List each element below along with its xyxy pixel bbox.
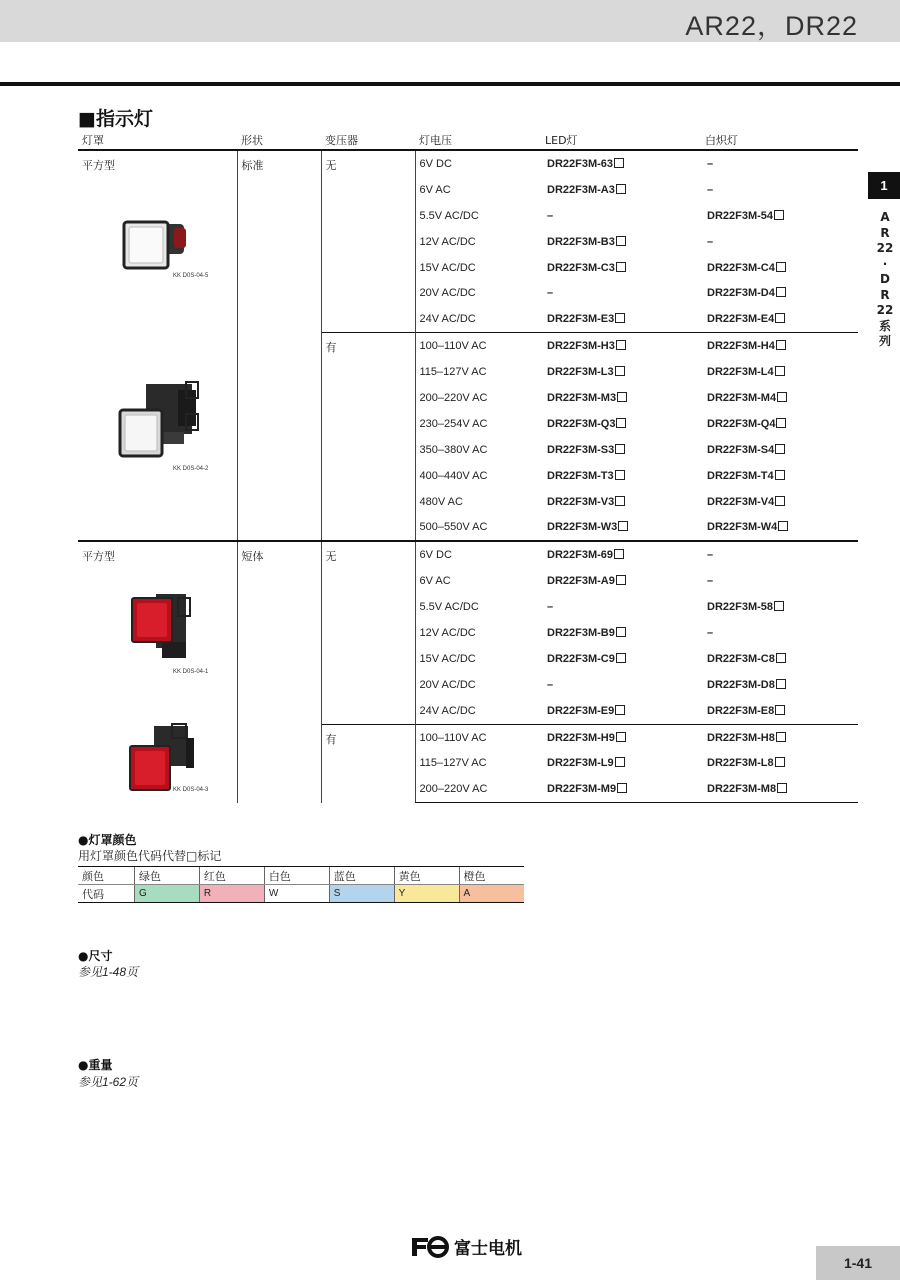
led-model-cell-text: DR22F3M-B3 — [547, 235, 615, 248]
color-placeholder-box-icon — [616, 653, 626, 663]
color-placeholder-box-icon — [616, 575, 626, 585]
color-placeholder-box-icon — [776, 262, 786, 272]
chapter-side-label — [870, 210, 900, 350]
incandescent-model-cell — [701, 306, 858, 332]
led-model-cell — [541, 489, 701, 515]
page-title: AR22，DR22 — [685, 11, 858, 41]
color-placeholder-box-icon — [775, 313, 785, 323]
section-title: ■指示灯 — [78, 108, 153, 130]
incandescent-model-cell-text: DR22F3M-C8 — [707, 652, 775, 665]
incandescent-model-cell — [701, 150, 858, 177]
color-placeholder-box-icon — [615, 366, 625, 376]
lens-color-table — [78, 866, 524, 903]
photo-caption: KK D0S-04-2 — [173, 466, 209, 472]
header-rule — [0, 82, 900, 86]
led-model-cell — [541, 333, 701, 359]
led-model-cell-text: DR22F3M-L3 — [547, 366, 614, 379]
incandescent-model-cell-text: DR22F3M-D4 — [707, 287, 775, 300]
incandescent-model-cell — [701, 514, 858, 541]
led-model-cell — [541, 306, 701, 332]
voltage-cell: 24V AC/DC — [415, 306, 541, 332]
color-placeholder-box-icon — [774, 210, 784, 220]
led-model-cell — [541, 411, 701, 437]
color-code-cell: S — [329, 885, 394, 903]
color-placeholder-box-icon — [776, 418, 786, 428]
photo-caption: KK D0S-04-1 — [173, 669, 209, 675]
header-transformer: 变压器 — [321, 130, 415, 150]
dimensions-title: ●尺寸 — [78, 949, 113, 963]
color-name-cell: 红色 — [199, 867, 264, 885]
led-model-cell-text: DR22F3M-A3 — [547, 183, 615, 196]
incandescent-model-cell — [701, 229, 858, 255]
incandescent-model-cell-text: – — [707, 626, 714, 639]
color-placeholder-box-icon — [616, 184, 626, 194]
incandescent-model-cell — [701, 463, 858, 489]
color-placeholder-box-icon — [616, 262, 626, 272]
color-code-row — [78, 885, 524, 903]
led-model-cell — [541, 359, 701, 385]
incandescent-model-cell — [701, 750, 858, 776]
color-code-cell: W — [264, 885, 329, 903]
photo-caption: KK D0S-04-5 — [173, 273, 209, 279]
voltage-cell: 6V DC — [415, 150, 541, 177]
incandescent-model-cell-text: – — [707, 183, 714, 196]
color-placeholder-box-icon — [776, 732, 786, 742]
voltage-cell: 5.5V AC/DC — [415, 594, 541, 620]
led-model-cell — [541, 514, 701, 541]
color-placeholder-box-icon — [616, 340, 626, 350]
incandescent-model-cell — [701, 620, 858, 646]
voltage-cell: 115–127V AC — [415, 359, 541, 385]
voltage-cell: 350–380V AC — [415, 437, 541, 463]
led-model-cell — [541, 150, 701, 177]
weight-ref[interactable]: 参见1-62页 — [78, 1075, 139, 1089]
led-model-cell — [541, 646, 701, 672]
color-placeholder-box-icon — [616, 627, 626, 637]
led-model-cell — [541, 672, 701, 698]
incandescent-model-cell-text: – — [707, 549, 714, 562]
incandescent-model-cell — [701, 177, 858, 203]
voltage-cell: 400–440V AC — [415, 463, 541, 489]
led-model-cell — [541, 229, 701, 255]
led-model-cell-text: DR22F3M-63 — [547, 157, 614, 170]
color-placeholder-box-icon — [775, 366, 785, 376]
led-model-cell-text: DR22F3M-69 — [547, 549, 614, 562]
led-model-cell-text: DR22F3M-Q3 — [547, 417, 616, 430]
incandescent-model-cell-text: DR22F3M-T4 — [707, 469, 774, 482]
color-placeholder-box-icon — [775, 757, 785, 767]
led-model-cell-text: DR22F3M-B9 — [547, 626, 615, 639]
incandescent-model-cell — [701, 646, 858, 672]
lens-color-note: 用灯罩颜色代码代替□标记 — [78, 849, 222, 863]
led-model-cell — [541, 203, 701, 229]
voltage-cell: 12V AC/DC — [415, 620, 541, 646]
color-placeholder-box-icon — [776, 653, 786, 663]
voltage-cell: 230–254V AC — [415, 411, 541, 437]
color-placeholder-box-icon — [615, 705, 625, 715]
voltage-cell: 100–110V AC — [415, 724, 541, 750]
led-model-cell-text: – — [547, 209, 554, 222]
voltage-cell: 100–110V AC — [415, 333, 541, 359]
voltage-cell: 20V AC/DC — [415, 672, 541, 698]
color-placeholder-box-icon — [617, 392, 627, 402]
led-model-cell — [541, 776, 701, 802]
led-model-cell-text: – — [547, 678, 554, 691]
color-placeholder-box-icon — [616, 732, 626, 742]
incandescent-model-cell — [701, 333, 858, 359]
incandescent-model-cell-text: DR22F3M-M4 — [707, 391, 777, 404]
incandescent-model-cell — [701, 568, 858, 594]
side-label-char: 列 — [878, 334, 891, 348]
incandescent-model-cell-text: DR22F3M-54 — [707, 209, 774, 222]
incandescent-model-cell — [701, 255, 858, 281]
voltage-cell: 5.5V AC/DC — [415, 203, 541, 229]
header-bar — [0, 0, 900, 42]
voltage-cell: 6V AC — [415, 177, 541, 203]
incandescent-model-cell — [701, 541, 858, 568]
incandescent-model-cell — [701, 411, 858, 437]
voltage-cell: 480V AC — [415, 489, 541, 515]
voltage-cell: 20V AC/DC — [415, 280, 541, 306]
led-model-cell-text: DR22F3M-A9 — [547, 575, 615, 588]
lamp-type-cell: 平方型 — [78, 150, 237, 541]
color-placeholder-box-icon — [774, 601, 784, 611]
color-placeholder-box-icon — [618, 521, 628, 531]
photo-caption: KK D0S-04-3 — [173, 787, 209, 793]
incandescent-model-cell-text: – — [707, 575, 714, 588]
led-model-cell — [541, 724, 701, 750]
footer-logo — [410, 1234, 522, 1259]
color-name-cell: 黄色 — [394, 867, 459, 885]
dimensions-ref[interactable]: 参见1-48页 — [78, 965, 139, 979]
voltage-cell: 12V AC/DC — [415, 229, 541, 255]
voltage-cell: 6V DC — [415, 541, 541, 568]
incandescent-model-cell-text: DR22F3M-E4 — [707, 313, 775, 326]
incandescent-model-cell-text: DR22F3M-C4 — [707, 261, 775, 274]
color-placeholder-box-icon — [617, 783, 627, 793]
weight-title: ●重量 — [78, 1058, 113, 1072]
led-model-cell — [541, 594, 701, 620]
color-code-cell: G — [135, 885, 200, 903]
incandescent-model-cell — [701, 203, 858, 229]
led-model-cell-text: – — [547, 287, 554, 300]
color-placeholder-box-icon — [615, 313, 625, 323]
voltage-cell: 24V AC/DC — [415, 698, 541, 724]
led-model-cell — [541, 750, 701, 776]
header-led: LED灯 — [541, 130, 701, 150]
led-model-cell-text: DR22F3M-H3 — [547, 340, 615, 353]
lamp-type-cell: 平方型 — [78, 541, 237, 802]
incandescent-model-cell — [701, 724, 858, 750]
fuji-logo-icon — [410, 1236, 450, 1258]
lamp-photo-short-front — [128, 590, 194, 662]
incandescent-model-cell — [701, 280, 858, 306]
table-row — [78, 150, 858, 177]
lamp-photo-standard-front — [118, 216, 190, 274]
incandescent-model-cell-text: DR22F3M-L8 — [707, 757, 774, 770]
led-model-cell-text: DR22F3M-S3 — [547, 443, 615, 456]
shape-cell: 标准 — [237, 150, 321, 541]
incandescent-model-cell-text: DR22F3M-V4 — [707, 495, 775, 508]
led-model-cell — [541, 280, 701, 306]
color-row-label: 颜色 — [78, 867, 135, 885]
voltage-cell: 500–550V AC — [415, 514, 541, 541]
side-label-char: A — [880, 210, 890, 224]
lens-color-title: ●灯罩颜色 — [78, 833, 137, 847]
color-placeholder-box-icon — [775, 496, 785, 506]
chapter-tab[interactable]: 1 — [868, 172, 900, 199]
color-placeholder-box-icon — [616, 418, 626, 428]
color-code-cell: Y — [394, 885, 459, 903]
led-model-cell-text: DR22F3M-M9 — [547, 783, 617, 796]
transformer-cell: 有 — [321, 333, 415, 542]
header-shape: 形状 — [237, 130, 321, 150]
shape-cell: 短体 — [237, 541, 321, 802]
lamp-photo-standard-side — [116, 380, 206, 464]
side-label-char: 22 — [876, 241, 894, 255]
header-voltage: 灯电压 — [415, 130, 541, 150]
color-placeholder-box-icon — [777, 392, 787, 402]
incandescent-model-cell — [701, 489, 858, 515]
side-label-char: 系 — [878, 318, 891, 333]
color-placeholder-box-icon — [776, 679, 786, 689]
color-placeholder-box-icon — [615, 757, 625, 767]
color-name-cell: 蓝色 — [329, 867, 394, 885]
incandescent-model-cell-text: DR22F3M-M8 — [707, 783, 777, 796]
incandescent-model-cell-text: DR22F3M-L4 — [707, 366, 774, 379]
color-placeholder-box-icon — [614, 549, 624, 559]
led-model-cell-text: DR22F3M-T3 — [547, 469, 614, 482]
led-model-cell-text: DR22F3M-E9 — [547, 704, 615, 717]
incandescent-model-cell — [701, 594, 858, 620]
color-code-cell: A — [459, 885, 524, 903]
color-placeholder-box-icon — [615, 444, 625, 454]
page-number: 1-41 — [816, 1246, 900, 1280]
color-placeholder-box-icon — [775, 705, 785, 715]
color-placeholder-box-icon — [776, 340, 786, 350]
lamp-photo-short-side — [126, 722, 198, 794]
incandescent-model-cell — [701, 698, 858, 724]
voltage-cell: 200–220V AC — [415, 776, 541, 802]
side-label-char: · — [882, 256, 888, 271]
color-placeholder-box-icon — [775, 444, 785, 454]
incandescent-model-cell-text: DR22F3M-H8 — [707, 731, 775, 744]
incandescent-model-cell-text: DR22F3M-Q4 — [707, 417, 776, 430]
color-name-cell: 绿色 — [135, 867, 200, 885]
incandescent-model-cell — [701, 672, 858, 698]
side-label-char: 22 — [876, 303, 894, 317]
incandescent-model-cell-text: DR22F3M-E8 — [707, 704, 775, 717]
header-incandescent: 白炽灯 — [701, 130, 858, 150]
led-model-cell — [541, 463, 701, 489]
color-code-cell: R — [199, 885, 264, 903]
brand-name: 富士电机 — [454, 1239, 522, 1259]
table-row — [78, 541, 858, 568]
led-model-cell-text: DR22F3M-M3 — [547, 391, 617, 404]
voltage-cell: 6V AC — [415, 568, 541, 594]
transformer-cell: 有 — [321, 724, 415, 803]
led-model-cell — [541, 385, 701, 411]
color-placeholder-box-icon — [614, 158, 624, 168]
color-name-cell: 白色 — [264, 867, 329, 885]
led-model-cell — [541, 620, 701, 646]
led-model-cell-text: DR22F3M-L9 — [547, 757, 614, 770]
color-placeholder-box-icon — [615, 496, 625, 506]
color-placeholder-box-icon — [616, 236, 626, 246]
incandescent-model-cell-text: DR22F3M-S4 — [707, 443, 775, 456]
incandescent-model-cell-text: DR22F3M-W4 — [707, 521, 778, 534]
color-placeholder-box-icon — [775, 470, 785, 480]
led-model-cell-text: – — [547, 601, 554, 614]
led-model-cell — [541, 437, 701, 463]
led-model-cell-text: DR22F3M-C9 — [547, 652, 615, 665]
led-model-cell-text: DR22F3M-C3 — [547, 261, 615, 274]
led-model-cell — [541, 255, 701, 281]
header-lamp: 灯罩 — [78, 130, 237, 150]
color-name-cell: 橙色 — [459, 867, 524, 885]
incandescent-model-cell — [701, 385, 858, 411]
voltage-cell: 200–220V AC — [415, 385, 541, 411]
incandescent-model-cell — [701, 359, 858, 385]
led-model-cell — [541, 568, 701, 594]
transformer-cell: 无 — [321, 150, 415, 333]
incandescent-model-cell-text: DR22F3M-58 — [707, 601, 774, 614]
incandescent-model-cell-text: DR22F3M-D8 — [707, 678, 775, 691]
transformer-cell: 无 — [321, 541, 415, 724]
incandescent-model-cell — [701, 437, 858, 463]
led-model-cell-text: DR22F3M-H9 — [547, 731, 615, 744]
code-row-label: 代码 — [78, 885, 135, 903]
side-label-char: R — [880, 225, 890, 240]
side-label-char: R — [880, 287, 890, 302]
side-label-char: D — [880, 272, 890, 286]
color-placeholder-box-icon — [777, 783, 787, 793]
led-model-cell — [541, 698, 701, 724]
color-placeholder-box-icon — [776, 287, 786, 297]
incandescent-model-cell-text: DR22F3M-H4 — [707, 340, 775, 353]
incandescent-model-cell-text: – — [707, 235, 714, 248]
voltage-cell: 115–127V AC — [415, 750, 541, 776]
led-model-cell — [541, 177, 701, 203]
voltage-cell: 15V AC/DC — [415, 646, 541, 672]
incandescent-model-cell — [701, 776, 858, 802]
voltage-cell: 15V AC/DC — [415, 255, 541, 281]
led-model-cell-text: DR22F3M-V3 — [547, 495, 615, 508]
color-placeholder-box-icon — [615, 470, 625, 480]
incandescent-model-cell-text: – — [707, 157, 714, 170]
table-header-row — [78, 130, 858, 150]
led-model-cell — [541, 541, 701, 568]
color-name-row — [78, 867, 524, 885]
led-model-cell-text: DR22F3M-W3 — [547, 521, 618, 534]
led-model-cell-text: DR22F3M-E3 — [547, 313, 615, 326]
color-placeholder-box-icon — [778, 521, 788, 531]
